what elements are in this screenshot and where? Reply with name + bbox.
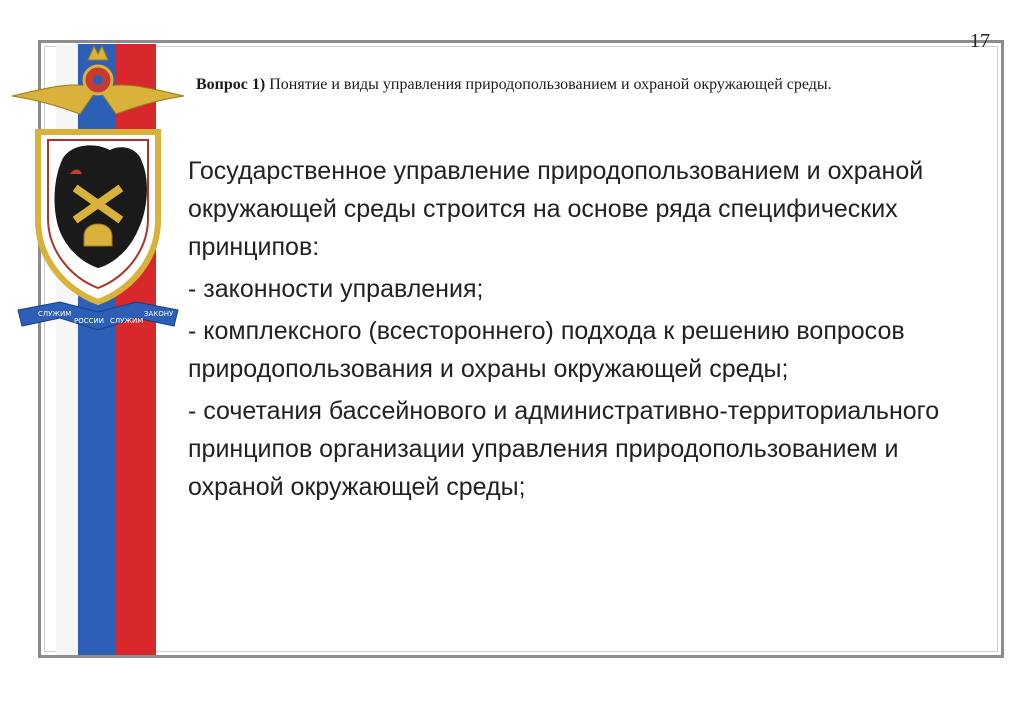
ribbon-word-4: ЗАКОНУ: [144, 310, 174, 318]
emblem-icon: [10, 40, 186, 340]
principle-complex: - комплексного (всестороннего) подхода к решению вопросов природопользования и охраны окружающей среды;: [188, 317, 905, 383]
ribbon-word-3: СЛУЖИМ: [110, 317, 144, 325]
slide-number: 17: [970, 30, 990, 52]
question-heading: [196, 74, 986, 96]
ribbon-word-2: РОССИИ: [74, 317, 104, 325]
question-text: Понятие и виды управления природопользованием и охраной окружающей среды.: [265, 76, 832, 93]
question-label: Вопрос 1): [196, 76, 266, 93]
paragraph-intro: Государственное управление природопользованием и охраной окружающей среды строится на основе ряда специфических принципов:: [188, 157, 924, 261]
ribbon-word-1: СЛУЖИМ: [38, 310, 72, 318]
principle-legality: - законности управления;: [188, 275, 484, 303]
main-text: [188, 152, 988, 510]
principle-basin: - сочетания бассейнового и административно-территориального принципов организации управления природопользованием и охраной окружающей среды;: [188, 397, 940, 501]
